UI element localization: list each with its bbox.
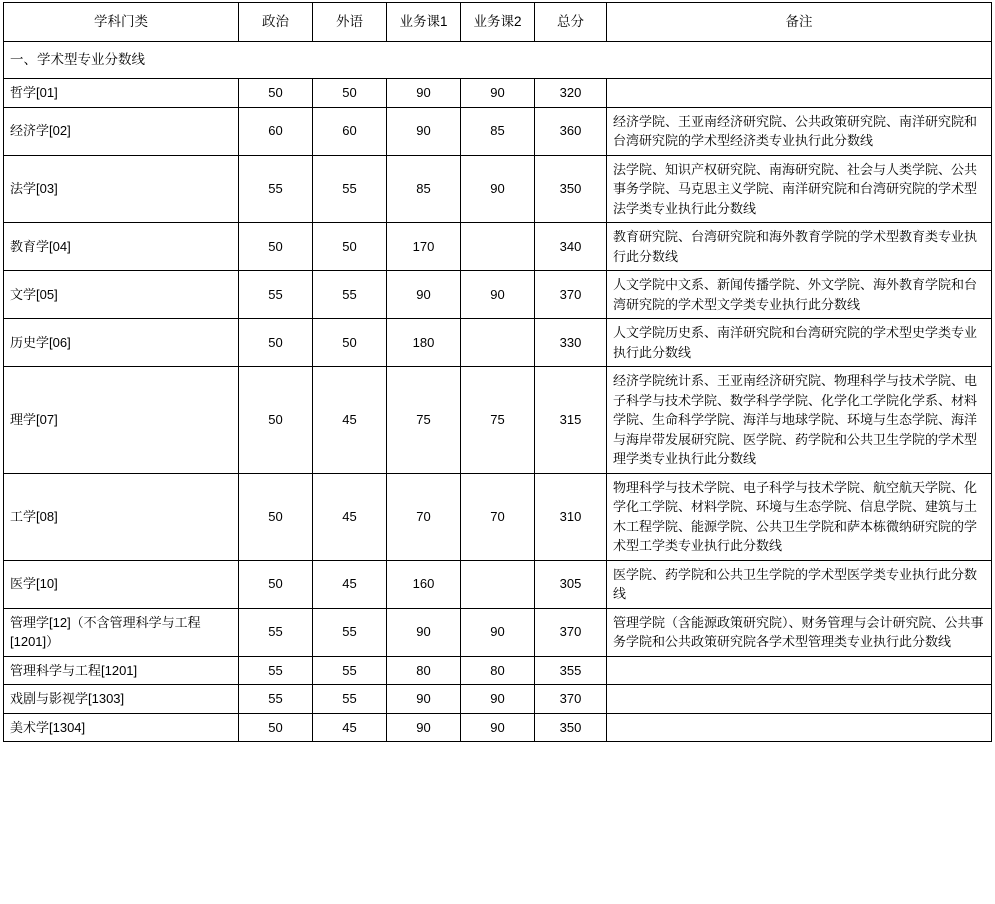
cell-politics: 50 [239,367,313,474]
cell-total: 370 [535,685,607,714]
cell-politics: 50 [239,319,313,367]
cell-course-2: 70 [461,473,535,560]
cell-total: 305 [535,560,607,608]
cell-foreign-language: 55 [313,608,387,656]
cell-remark [607,713,992,742]
cell-course-1: 90 [387,685,461,714]
header-foreign-language: 外语 [313,3,387,42]
cell-remark: 经济学院统计系、王亚南经济研究院、物理科学与技术学院、电子科学与技术学院、数学科学学院、化学化工学院化学系、材料学院、生命科学学院、海洋与地球学院、环境与生态学院、海洋与海岸带发展研究院、医学院、药学院和公共卫生学院的学术型理学类专业执行此分数线 [607,367,992,474]
header-course-2: 业务课2 [461,3,535,42]
cell-course-2: 90 [461,155,535,223]
cell-total: 370 [535,271,607,319]
table-row [4,271,992,319]
cell-remark: 教育研究院、台湾研究院和海外教育学院的学术型教育类专业执行此分数线 [607,223,992,271]
cell-major: 法学[03] [4,155,239,223]
cell-foreign-language: 45 [313,713,387,742]
cell-politics: 55 [239,155,313,223]
cell-major: 哲学[01] [4,79,239,108]
cell-course-2: 90 [461,79,535,108]
table-body [4,42,992,742]
cell-remark [607,79,992,108]
table-row [4,367,992,474]
cell-course-2 [461,223,535,271]
table-row [4,656,992,685]
cell-remark [607,685,992,714]
cell-total: 340 [535,223,607,271]
cell-course-1: 160 [387,560,461,608]
cell-total: 320 [535,79,607,108]
cell-course-2: 90 [461,271,535,319]
table-row [4,79,992,108]
cell-major: 文学[05] [4,271,239,319]
cell-foreign-language: 55 [313,685,387,714]
table-row [4,560,992,608]
cell-foreign-language: 55 [313,155,387,223]
table-row [4,608,992,656]
cell-politics: 55 [239,656,313,685]
cell-course-1: 90 [387,713,461,742]
table-row [4,223,992,271]
cell-remark: 医学院、药学院和公共卫生学院的学术型医学类专业执行此分数线 [607,560,992,608]
cell-foreign-language: 50 [313,79,387,108]
cell-politics: 55 [239,685,313,714]
cell-politics: 50 [239,713,313,742]
cell-major: 管理学[12]（不含管理科学与工程[1201]） [4,608,239,656]
cell-total: 330 [535,319,607,367]
cell-remark: 物理科学与技术学院、电子科学与技术学院、航空航天学院、化学化工学院、材料学院、环境与生态学院、信息学院、建筑与土木工程学院、能源学院、公共卫生学院和萨本栋微纳研究院的学术型工学类专业执行此分数线 [607,473,992,560]
cell-course-1: 170 [387,223,461,271]
cell-foreign-language: 60 [313,107,387,155]
section-title: 一、学术型专业分数线 [4,42,992,79]
cell-total: 350 [535,713,607,742]
cell-course-2: 90 [461,608,535,656]
cell-course-2: 90 [461,713,535,742]
cell-major: 戏剧与影视学[1303] [4,685,239,714]
cell-politics: 50 [239,79,313,108]
cell-remark: 人文学院中文系、新闻传播学院、外文学院、海外教育学院和台湾研究院的学术型文学类专业执行此分数线 [607,271,992,319]
table-header [4,3,992,42]
cell-course-1: 80 [387,656,461,685]
cell-course-2 [461,319,535,367]
table-row [4,155,992,223]
header-total: 总分 [535,3,607,42]
cell-foreign-language: 50 [313,223,387,271]
header-politics: 政治 [239,3,313,42]
cell-total: 360 [535,107,607,155]
cell-total: 355 [535,656,607,685]
cell-foreign-language: 45 [313,560,387,608]
cell-course-2: 85 [461,107,535,155]
cell-course-1: 75 [387,367,461,474]
cell-foreign-language: 55 [313,656,387,685]
cell-major: 历史学[06] [4,319,239,367]
cell-foreign-language: 55 [313,271,387,319]
cell-politics: 50 [239,473,313,560]
header-row [4,3,992,42]
cell-major: 工学[08] [4,473,239,560]
cell-foreign-language: 50 [313,319,387,367]
table-row [4,685,992,714]
cell-course-1: 90 [387,107,461,155]
cell-remark: 法学院、知识产权研究院、南海研究院、社会与人类学院、公共事务学院、马克思主义学院、南洋研究院和台湾研究院的学术型法学类专业执行此分数线 [607,155,992,223]
table-row [4,319,992,367]
cell-politics: 50 [239,560,313,608]
cell-course-1: 90 [387,271,461,319]
header-remark: 备注 [607,3,992,42]
cell-course-1: 90 [387,608,461,656]
table-row [4,107,992,155]
cell-politics: 55 [239,271,313,319]
cell-politics: 60 [239,107,313,155]
cell-major: 教育学[04] [4,223,239,271]
cell-course-1: 70 [387,473,461,560]
table-row [4,713,992,742]
cell-course-2: 80 [461,656,535,685]
cell-politics: 50 [239,223,313,271]
cell-total: 310 [535,473,607,560]
cell-course-2: 75 [461,367,535,474]
cell-remark [607,656,992,685]
cell-course-1: 90 [387,79,461,108]
cell-course-1: 180 [387,319,461,367]
cell-remark: 管理学院（含能源政策研究院）、财务管理与会计研究院、公共事务学院和公共政策研究院各学术型管理类专业执行此分数线 [607,608,992,656]
admission-score-table [3,2,992,742]
cell-course-1: 85 [387,155,461,223]
cell-course-2 [461,560,535,608]
cell-politics: 55 [239,608,313,656]
cell-remark: 人文学院历史系、南洋研究院和台湾研究院的学术型史学类专业执行此分数线 [607,319,992,367]
cell-total: 370 [535,608,607,656]
header-course-1: 业务课1 [387,3,461,42]
cell-remark: 经济学院、王亚南经济研究院、公共政策研究院、南洋研究院和台湾研究院的学术型经济类专业执行此分数线 [607,107,992,155]
cell-foreign-language: 45 [313,473,387,560]
section-heading-row [4,42,992,79]
cell-major: 医学[10] [4,560,239,608]
cell-course-2: 90 [461,685,535,714]
cell-total: 315 [535,367,607,474]
cell-foreign-language: 45 [313,367,387,474]
cell-total: 350 [535,155,607,223]
cell-major: 理学[07] [4,367,239,474]
cell-major: 美术学[1304] [4,713,239,742]
table-row [4,473,992,560]
cell-major: 经济学[02] [4,107,239,155]
cell-major: 管理科学与工程[1201] [4,656,239,685]
header-major: 学科门类 [4,3,239,42]
